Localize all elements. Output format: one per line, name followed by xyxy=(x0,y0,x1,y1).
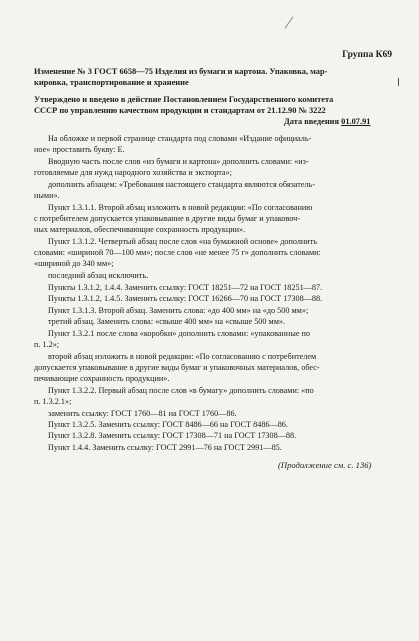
body-line: На обложке и первой странице стандарта под словами «Издание официаль- xyxy=(48,134,312,143)
body-line: допускается упаковывание в другие виды бумаг и упаковочных материалов, обес- xyxy=(34,363,320,372)
body-line: последний абзац исключить. xyxy=(48,271,149,280)
body-line: Пункты 1.3.1.2, 1.4.5. Заменить ссылку: ГОСТ 16266—70 на ГОСТ 17308—88. xyxy=(48,294,323,303)
body-line: п. 1.3.2.1»; xyxy=(34,397,72,406)
body-line: печивающие сохранность продукции». xyxy=(34,374,170,383)
body-line: Пункт 1.3.1.1. Второй абзац изложить в новой редакции: «По согласованию xyxy=(48,203,313,212)
effective-date-line xyxy=(284,117,370,127)
body-line: ное» проставить букву: Е. xyxy=(34,145,125,154)
body-line: с потребителем допускается упаковывание в другие виды бумаг и упаковоч- xyxy=(34,214,301,223)
approved-line1: Утверждено и введено в действие Постановлением Государственного комитета xyxy=(34,95,334,104)
body-line: Вводную часть после слов «из бумаги и картона» дополнить словами: «из- xyxy=(48,157,309,166)
body-line: ных материалов, обеспечивающие сохранность продукции». xyxy=(34,225,246,234)
body-line: Пункт 1.3.2.2. Первый абзац после слов «в бумагу» дополнить словами: «по xyxy=(48,386,314,395)
change-title-line2: кировка, транспортирование и хранение xyxy=(34,78,189,87)
change-title-line1: Изменение № 3 ГОСТ 6658—75 Изделия из бумаги и картона. Упаковка, мар- xyxy=(34,67,328,76)
effective-date: 01.07.91 xyxy=(341,117,371,126)
body-line: «шириной до 340 мм»; xyxy=(34,259,114,268)
effective-label: Дата введения xyxy=(284,117,340,126)
continuation-note: (Продолжение см. с. 136) xyxy=(278,460,372,470)
body-line: Пункт 1.3.2.5. Заменить ссылку: ГОСТ 8486—66 на ГОСТ 8486—86. xyxy=(48,420,288,429)
body-line: заменить ссылку: ГОСТ 1760—81 на ГОСТ 1760—86. xyxy=(48,409,237,418)
body-line: Пункт 1.4.4. Заменить ссылку: ГОСТ 2991—76 на ГОСТ 2991—85. xyxy=(48,443,282,452)
body-line: третий абзац. Заменить слова: «свыше 400 мм» на «свыше 500 мм». xyxy=(48,317,286,326)
margin-mark xyxy=(398,78,399,86)
body-line: Пункты 1.3.1.2, 1.4.4. Заменить ссылку: ГОСТ 18251—72 на ГОСТ 18251—87. xyxy=(48,283,323,292)
body-line: Пункт 1.3.1.3. Второй абзац. Заменить слова: «до 400 мм» на «до 500 мм»; xyxy=(48,306,309,315)
body-line: словами: «шириной 70—100 мм»; после слов «не менее 75 г» дополнить словами: xyxy=(34,248,321,257)
body-line: Пункт 1.3.2.8. Заменить ссылку: ГОСТ 17308—71 на ГОСТ 17308—88. xyxy=(48,431,297,440)
approved-line2: СССР по управлению качеством продукции и стандартам от 21.12.90 № 3222 xyxy=(34,106,326,115)
body-line: дополнить абзацем: «Требования настоящего стандарта являются обязатель- xyxy=(48,180,316,189)
body-line: ными». xyxy=(34,191,60,200)
body-line: Пункт 1.3.1.2. Четвертый абзац после слов «на бумажной основе» дополнить xyxy=(48,237,317,246)
body-line: Пункт 1.3.2.1 после слова «коробки» дополнить словами: «упакованные по xyxy=(48,329,310,338)
body-line: готовляемые для нужд народного хозяйства и экспорта»; xyxy=(34,168,232,177)
body-line: второй абзац изложить в новой редакции: «По согласованию с потребителем xyxy=(48,352,317,361)
pen-mark xyxy=(285,16,294,28)
body-line: п. 1.2»; xyxy=(34,340,60,349)
group-code: Группа К69 xyxy=(342,50,392,60)
